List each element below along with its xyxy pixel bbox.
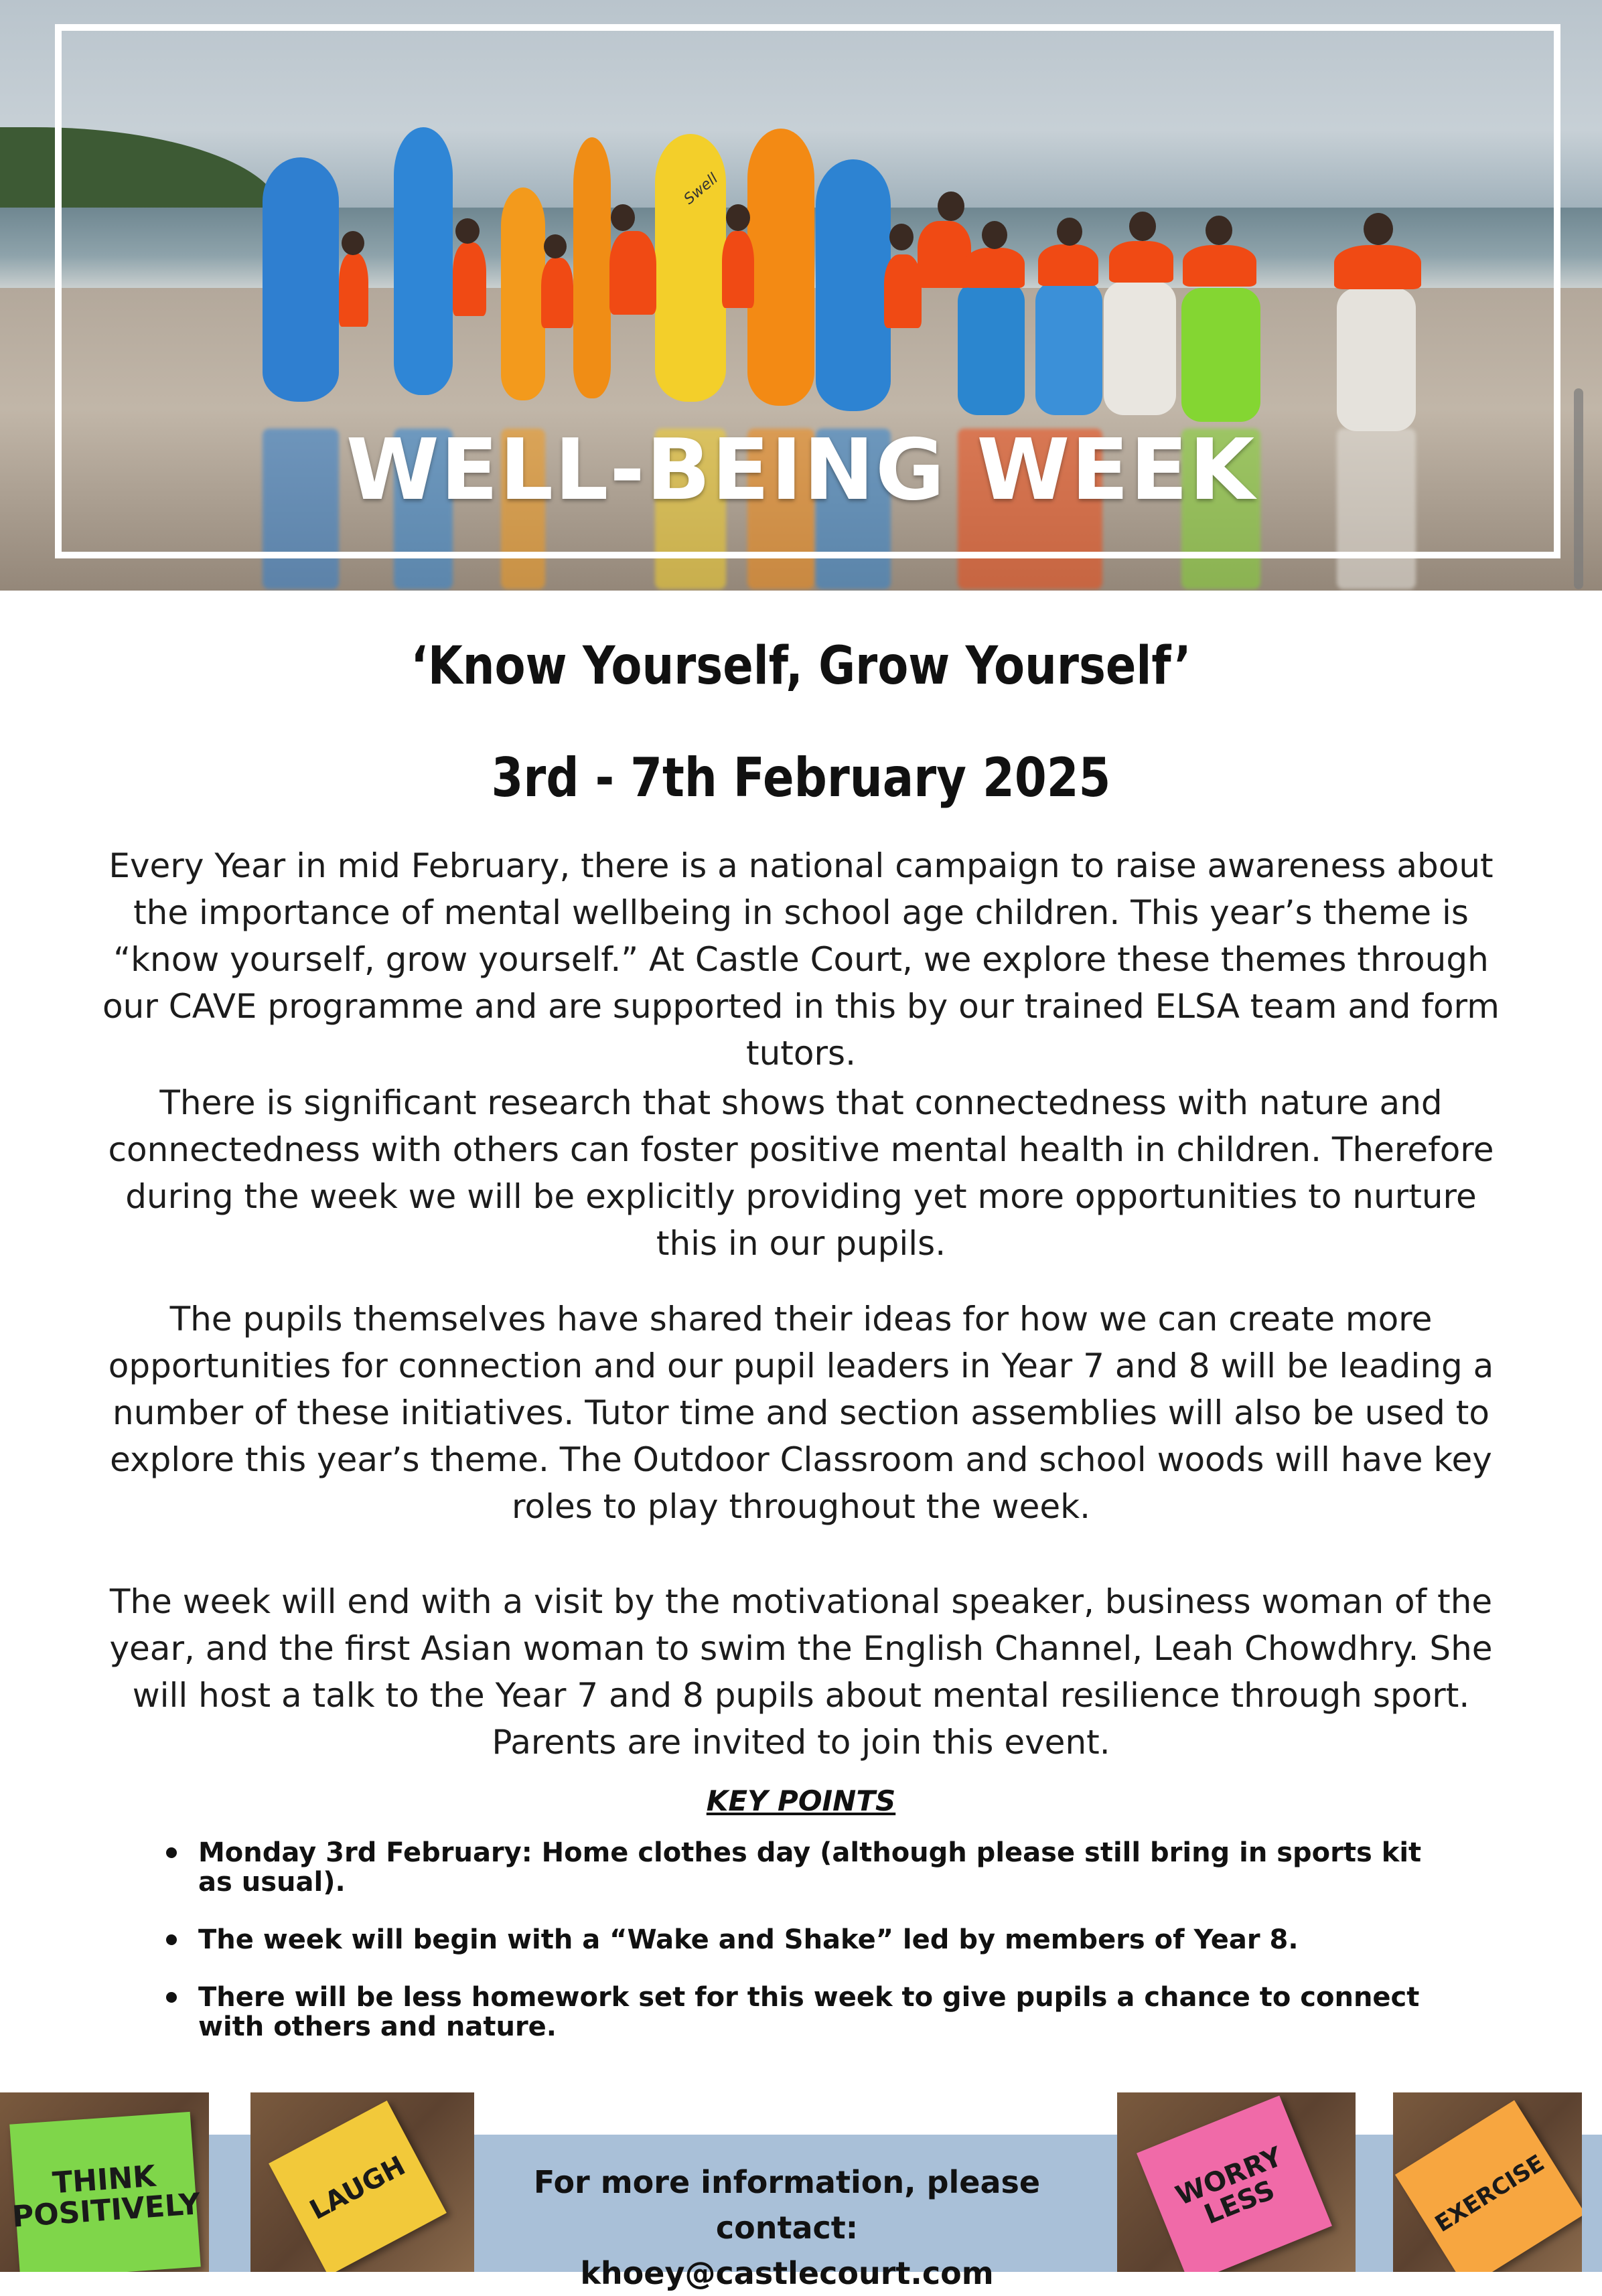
key-points-heading: KEY POINTS bbox=[706, 1784, 896, 1817]
key-point-item bbox=[159, 1838, 1432, 1897]
hero-title: WELL-BEING WEEK bbox=[346, 420, 1256, 519]
contact-email[interactable]: khoey@castlecourt.com bbox=[580, 2255, 994, 2291]
board-logo: Swell bbox=[680, 170, 722, 208]
contact-block bbox=[469, 2159, 1105, 2296]
sticky-note-photo bbox=[1117, 2092, 1356, 2272]
intro-paragraph: Every Year in mid February, there is a national campaign to raise awareness about the importance of mental wellbeing in school age children. This year’s theme is “know yourself, grow yourself.” At Castle Court, we explore these themes through our CAVE programme and are supported in this by our trained ELSA team and form tutors. bbox=[102, 846, 1500, 1073]
event-dates: 3rd - 7th February 2025 bbox=[491, 747, 1111, 809]
key-point-item bbox=[159, 1925, 1432, 1955]
research-paragraph: There is significant research that shows that connectedness with nature and connectedness with others can foster positive mental health in children. Therefore during the week we will be explicitly providing yet more opportunities to nurture this in our pupils. bbox=[108, 1083, 1494, 1263]
bullet-icon bbox=[166, 1992, 177, 2003]
key-points-list bbox=[159, 1838, 1432, 2070]
bullet-icon bbox=[166, 1847, 177, 1858]
pupil-ideas-paragraph: The pupils themselves have shared their ideas for how we can create more opportunities for connection and our pupil leaders in Year 7 and 8 will be leading a number of these initiatives. Tutor time and section assemblies will also be used to explore this year’s theme. The Outdoor Classroom and school woods will have key roles to play throughout the week. bbox=[108, 1300, 1494, 1526]
bullet-icon bbox=[166, 1934, 177, 1945]
hero-banner bbox=[0, 0, 1602, 591]
sticky-note-exercise: EXERCISE bbox=[1395, 2100, 1582, 2272]
sticky-note-laugh: LAUGH bbox=[269, 2100, 447, 2272]
sticky-note-photo bbox=[0, 2092, 209, 2272]
key-point-text: Monday 3rd February: Home clothes day (although please still bring in sports kit as usual). bbox=[198, 1837, 1422, 1898]
scrollbar[interactable] bbox=[1574, 388, 1583, 589]
key-point-text: The week will begin with a “Wake and Shake” led by members of Year 8. bbox=[198, 1924, 1299, 1955]
sticky-note-worry-less: WORRY LESS bbox=[1137, 2096, 1332, 2272]
contact-line: For more information, please contact: bbox=[533, 2164, 1041, 2246]
sticky-note-photo bbox=[250, 2092, 474, 2272]
sticky-note-think-positively: THINK POSITIVELY bbox=[9, 2112, 201, 2272]
key-point-item bbox=[159, 1983, 1432, 2042]
speaker-paragraph: The week will end with a visit by the motivational speaker, business woman of the year, and the first Asian woman to swim the English Channel, Leah Chowdhry. She will host a talk to the Year 7 and 8 pupils about mental resilience through sport. Parents are invited to join this event. bbox=[109, 1582, 1493, 1762]
key-point-text: There will be less homework set for this week to give pupils a chance to connect with others and nature. bbox=[198, 1982, 1420, 2042]
sticky-note-photo bbox=[1393, 2092, 1582, 2272]
theme-tagline: ‘Know Yourself, Grow Yourself’ bbox=[411, 636, 1191, 696]
